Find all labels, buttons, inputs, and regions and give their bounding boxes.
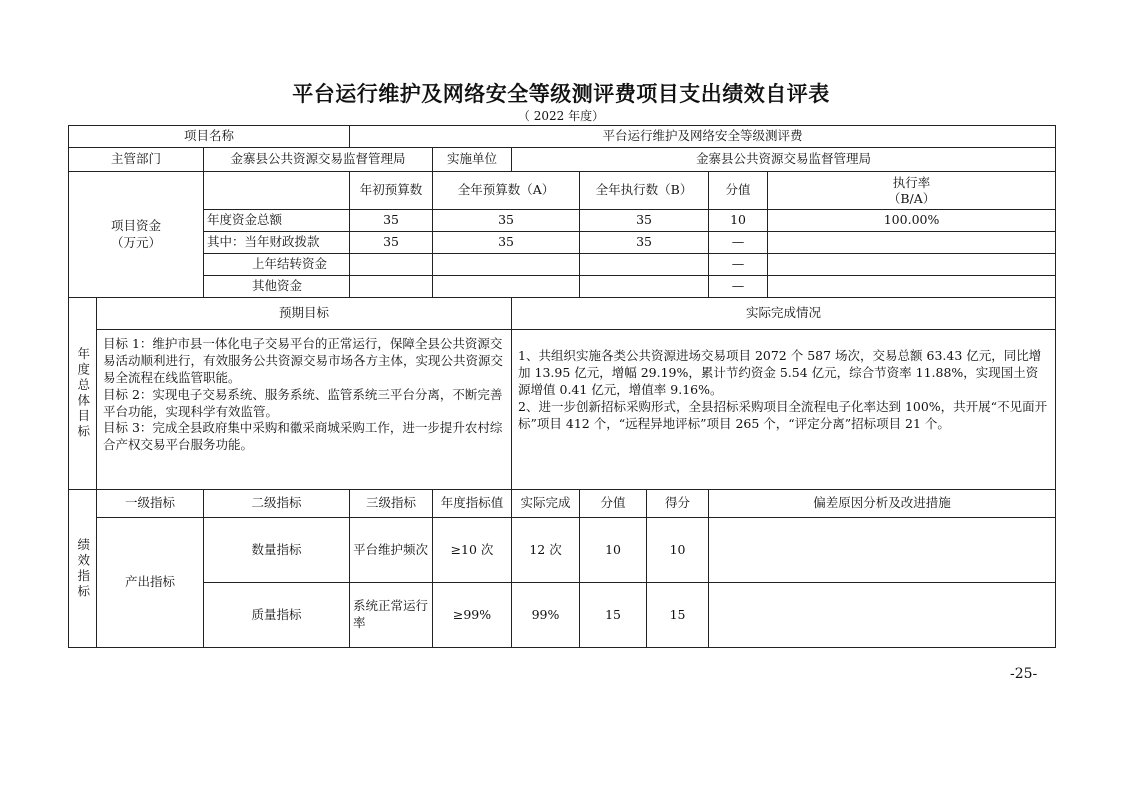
dept-value: 金寨县公共资源交易监督管理局 (204, 148, 433, 172)
funds-row-rate (768, 276, 1056, 298)
perf-header-level2: 二级指标 (204, 490, 350, 518)
perf-header-actual: 实际完成 (512, 490, 580, 518)
perf-row-score: 15 (647, 583, 709, 648)
funds-row-budget: 35 (433, 232, 580, 254)
funds-header-budget: 全年预算数（A） (433, 172, 580, 210)
funds-row (69, 210, 1056, 232)
actual-result-text: 1、共组织实施各类公共资源进场交易项目 2072 个 587 场次，交易总额 63.43 亿元，同比增加 13.95 亿元，增幅 29.19%，累计节约资金 5.54 亿元，综合节资率 11.88%，实现国土资源增值 0.41 亿元，增值率 9.16%。 2、进一步创新招标采购形式，全县招标采购项目全流程电子化率达到 100%，共开展“不见面开标”项目 412 个，“远程异地评标”项目 265 个，“评定分离”招标项目 21 个。 (512, 330, 1056, 490)
perf-row-level2: 质量指标 (204, 583, 350, 648)
evaluation-table (68, 125, 1056, 648)
project-name-label: 项目名称 (69, 126, 350, 148)
funds-row-initial (350, 276, 433, 298)
funds-row (69, 276, 1056, 298)
perf-row-level3: 平台维护频次 (350, 518, 433, 583)
funds-row-initial: 35 (350, 232, 433, 254)
funds-row-budget: 35 (433, 210, 580, 232)
perf-row-level3: 系统正常运行率 (350, 583, 433, 648)
funds-row-rate (768, 232, 1056, 254)
perf-row-note (709, 583, 1056, 648)
funds-header-row (69, 172, 1056, 210)
impl-unit-value: 金寨县公共资源交易监督管理局 (512, 148, 1056, 172)
funds-row (69, 254, 1056, 276)
funds-row-score-value: — (709, 276, 768, 298)
goals-label: 年度总体目标 (75, 347, 91, 440)
perf-row-actual: 12 次 (512, 518, 580, 583)
perf-label: 绩效指标 (75, 537, 91, 600)
perf-header-target: 年度指标值 (433, 490, 512, 518)
funds-row-budget (433, 276, 580, 298)
dept-label: 主管部门 (69, 148, 204, 172)
year-label: （ 2022 年度） (517, 109, 605, 123)
perf-header-score-value: 分值 (580, 490, 647, 518)
goals-header-row (69, 298, 1056, 330)
perf-header-note: 偏差原因分析及改进措施 (709, 490, 1056, 518)
funds-row-initial: 35 (350, 210, 433, 232)
funds-row-exec: 35 (580, 210, 709, 232)
perf-level1: 产出指标 (97, 518, 204, 648)
perf-header-level1: 一级指标 (97, 490, 204, 518)
perf-label-cell (69, 490, 97, 648)
perf-row-score-value: 10 (580, 518, 647, 583)
goals-label-cell (69, 298, 97, 490)
perf-header-level3: 三级指标 (350, 490, 433, 518)
funds-row-score-value: 10 (709, 210, 768, 232)
funds-row-name: 其中：当年财政拨款 (204, 232, 350, 254)
funds-label: 项目资金 （万元） (69, 172, 204, 298)
funds-row-exec: 35 (580, 232, 709, 254)
funds-header-exec: 全年执行数（B） (580, 172, 709, 210)
perf-row-target: ≥10 次 (433, 518, 512, 583)
expected-goal-text: 目标 1：维护市县一体化电子交易平台的正常运行，保障全县公共资源交易活动顺利进行，有效服务公共资源交易市场各方主体，实现公共资源交易全流程在线监管职能。 目标 2：实现电子交易系统、服务系统、监管系统三平台分离，不断完善平台功能，实现科学有效监管。 目标 3：完成全县政府集中采购和徽采商城采购工作，进一步提升农村综合产权交易平台服务功能。 (97, 330, 512, 490)
funds-row-name: 年度资金总额 (204, 210, 350, 232)
project-name-value: 平台运行维护及网络安全等级测评费 (350, 126, 1056, 148)
funds-row-budget (433, 254, 580, 276)
funds-header-score-value: 分值 (709, 172, 768, 210)
perf-row-target: ≥99% (433, 583, 512, 648)
funds-row-exec (580, 276, 709, 298)
funds-row-rate: 100.00% (768, 210, 1056, 232)
perf-row-score: 10 (647, 518, 709, 583)
actual-result-header: 实际完成情况 (512, 298, 1056, 330)
dept-row (69, 148, 1056, 172)
funds-blank-header (204, 172, 350, 210)
perf-row-note (709, 518, 1056, 583)
perf-row-actual: 99% (512, 583, 580, 648)
goals-content-row (69, 330, 1056, 490)
funds-row-initial (350, 254, 433, 276)
perf-row (69, 583, 1056, 648)
funds-row-name: 上年结转资金 (204, 254, 350, 276)
page-title: 平台运行维护及网络安全等级测评费项目支出绩效自评表 (292, 81, 830, 106)
funds-row-rate (768, 254, 1056, 276)
expected-goal-header: 预期目标 (97, 298, 512, 330)
funds-header-rate: 执行率 （B/A） (768, 172, 1056, 210)
funds-row-exec (580, 254, 709, 276)
funds-row-score-value: — (709, 232, 768, 254)
funds-header-initial: 年初预算数 (350, 172, 433, 210)
perf-row-score-value: 15 (580, 583, 647, 648)
project-row (69, 126, 1056, 148)
funds-row-score-value: — (709, 254, 768, 276)
page-number: -25- (1010, 666, 1038, 682)
perf-row (69, 518, 1056, 583)
funds-row-name: 其他资金 (204, 276, 350, 298)
perf-row-level2: 数量指标 (204, 518, 350, 583)
perf-header-score: 得分 (647, 490, 709, 518)
perf-header-row (69, 490, 1056, 518)
funds-row (69, 232, 1056, 254)
impl-unit-label: 实施单位 (433, 148, 512, 172)
